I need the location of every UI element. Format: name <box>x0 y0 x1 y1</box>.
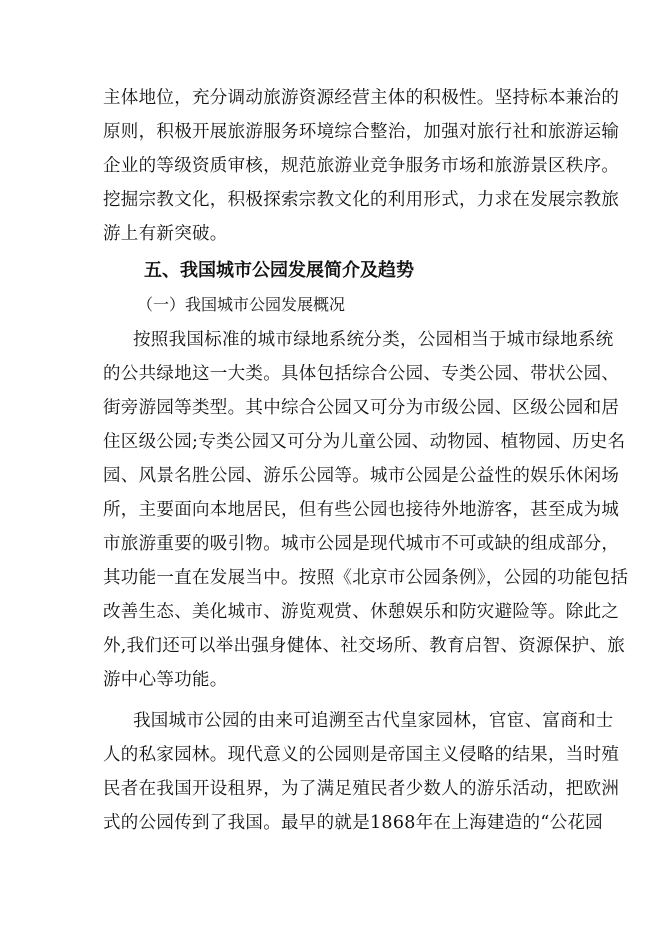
paragraph3-line: 人的私家园林。现代意义的公园则是帝国主义侵略的结果，当时殖 <box>103 745 620 765</box>
paragraph1-line: 游上有新突破。 <box>103 224 228 244</box>
paragraph2-line: 其功能一直在发展当中。按照《北京市公园条例》，公园的功能包括 <box>103 568 629 588</box>
paragraph2-line: 市旅游重要的吸引物。城市公园是现代城市不可或缺的组成部分， <box>103 534 620 554</box>
paragraph2-line: 园、风景名胜公园、游乐公园等。城市公园是公益性的娱乐休闲场 <box>103 466 620 486</box>
paragraph2-line: 街旁游园等类型。其中综合公园又可分为市级公园、区级公园和居 <box>103 398 620 418</box>
section-title: 五、我国城市公园发展简介及趋势 <box>144 260 414 281</box>
paragraph1-line: 企业的等级资质审核，规范旅游业竞争服务市场和旅游景区秩序。 <box>103 156 620 176</box>
paragraph2-line: 的公共绿地这一大类。具体包括综合公园、专类公园、带状公园、 <box>103 364 620 384</box>
paragraph1-line: 原则，积极开展旅游服务环境综合整治，加强对旅行社和旅游运输 <box>103 122 620 142</box>
paragraph1-line: 挖掘宗教文化，积极探索宗教文化的利用形式，力求在发展宗教旅 <box>103 190 620 210</box>
paragraph2-line: 外,我们还可以举出强身健体、社交场所、教育启智、资源保护、旅 <box>103 636 626 656</box>
paragraph3-line: 我国城市公园的由来可追溯至古代皇家园林，官宦、富商和士 <box>133 711 614 731</box>
paragraph2-line: 住区级公园;专类公园又可分为儿童公园、动物园、植物园、历史名 <box>103 432 626 452</box>
paragraph2-line: 改善生态、美化城市、游览观赏、休憩娱乐和防灾避险等。除此之 <box>103 602 620 622</box>
paragraph3-line: 式的公园传到了我国。最早的就是1868年在上海建造的“公花园 <box>103 813 603 833</box>
paragraph2-line: 游中心等功能。 <box>103 670 228 690</box>
paragraph1-line: 主体地位，充分调动旅游资源经营主体的积极性。坚持标本兼治的 <box>103 88 620 108</box>
paragraph2-line: 按照我国标准的城市绿地系统分类，公园相当于城市绿地系统 <box>133 330 614 350</box>
paragraph2-line: 所，主要面向本地居民，但有些公园也接待外地游客，甚至成为城 <box>103 500 620 520</box>
section-subtitle: （一）我国城市公园发展概况 <box>137 295 346 314</box>
paragraph3-line: 民者在我国开设租界，为了满足殖民者少数人的游乐活动，把欧洲 <box>103 779 620 799</box>
